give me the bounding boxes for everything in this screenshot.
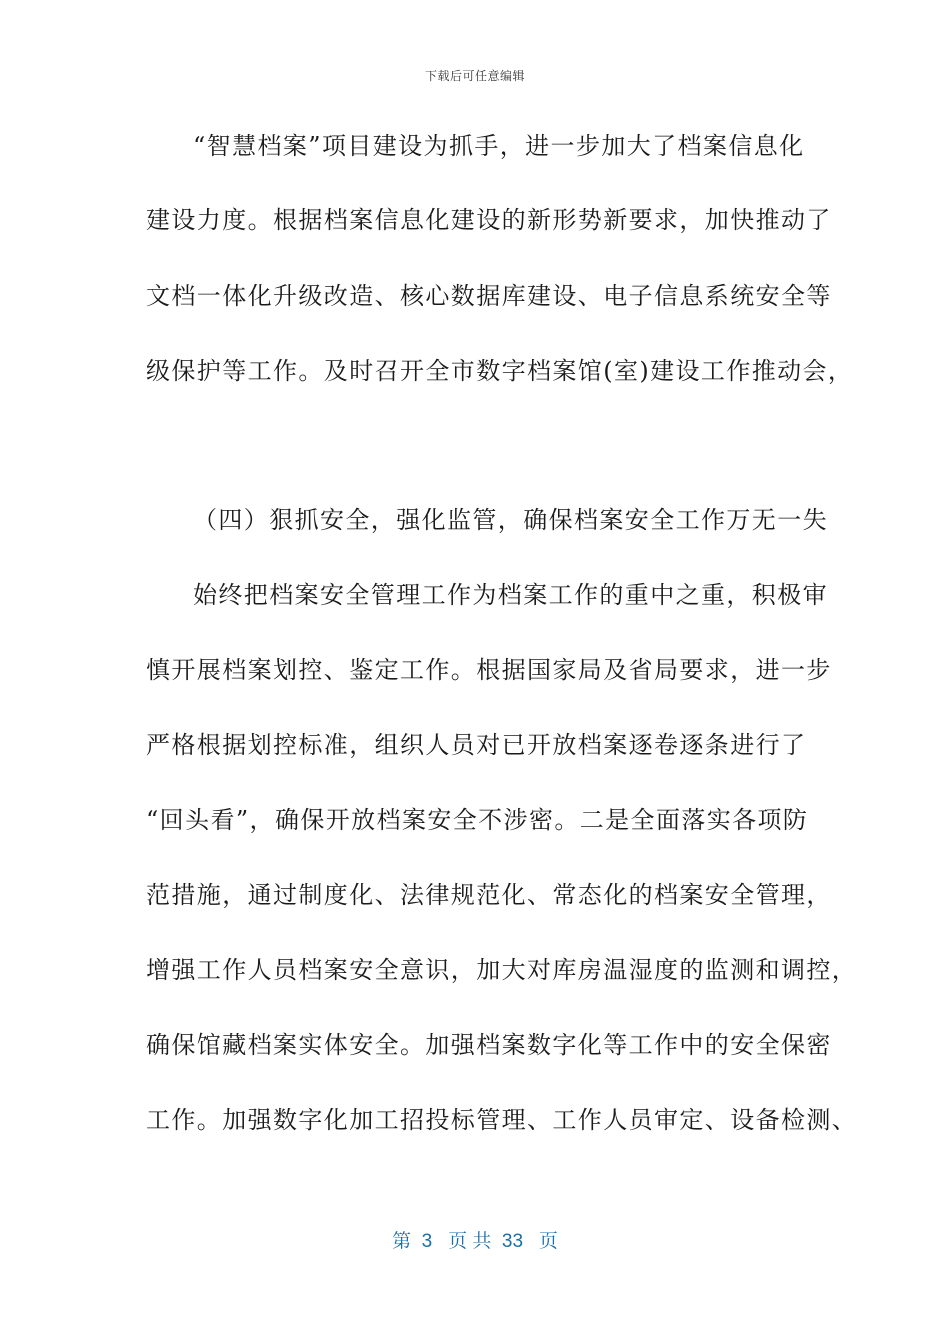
footer-suffix: 页 [538,1231,558,1252]
total-pages-number: 33 [501,1231,524,1252]
section-heading: （四）狠抓安全，强化监管，确保档案安全工作万无一失 [193,506,828,534]
paragraph-line: 工作。加强数字化加工招投标管理、工作人员审定、设备检测、 [146,1106,858,1134]
paragraph-line: “回头看”，确保开放档案安全不涉密。二是全面落实各项防 [146,806,809,834]
footer-prefix: 第 [392,1231,412,1252]
paragraph-line: 文档一体化升级改造、核心数据库建设、电子信息系统安全等 [146,282,832,310]
footer-middle: 页 共 [448,1231,492,1252]
paragraph-line: 增强工作人员档案安全意识，加大对库房温湿度的监测和调控， [146,956,858,984]
page-footer [0,1226,950,1253]
paragraph-line: 建设力度。根据档案信息化建设的新形势新要求，加快推动了 [146,206,832,234]
paragraph-line: 严格根据划控标准，组织人员对已开放档案逐卷逐条进行了 [146,731,807,759]
current-page-number: 3 [421,1231,433,1252]
paragraph-line: 范措施，通过制度化、法律规范化、常态化的档案安全管理， [146,881,832,909]
paragraph-line: 始终把档案安全管理工作为档案工作的重中之重，积极审 [193,581,828,609]
paragraph-line: 慎开展档案划控、鉴定工作。根据国家局及省局要求，进一步 [146,656,832,684]
paragraph-line: 级保护等工作。及时召开全市数字档案馆(室)建设工作推动会， [146,357,854,385]
header-note: 下载后可任意编辑 [424,69,525,83]
paragraph-line: 确保馆藏档案实体安全。加强档案数字化等工作中的安全保密 [146,1031,832,1059]
paragraph-line: “智慧档案”项目建设为抓手，进一步加大了档案信息化 [193,132,805,160]
